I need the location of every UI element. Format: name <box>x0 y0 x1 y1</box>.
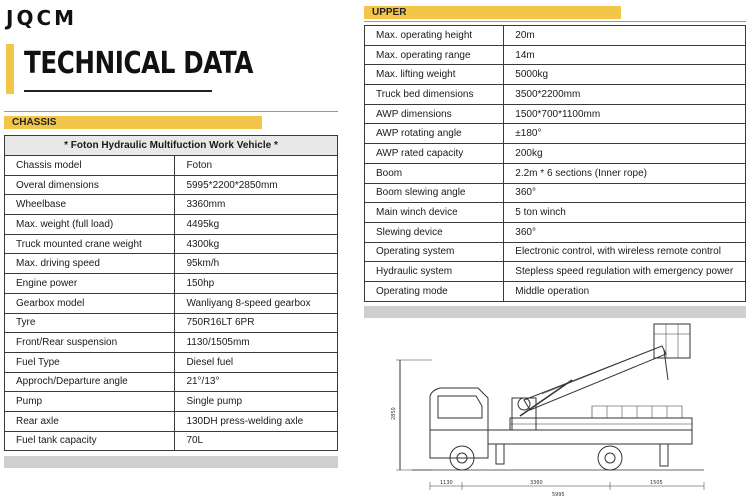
chassis-spec-value: Single pump <box>175 392 338 412</box>
rear-outrigger <box>660 444 668 466</box>
brand-logo: JQCM <box>6 6 78 30</box>
chassis-spec-label: Rear axle <box>5 411 175 431</box>
upper-spec-label: Max. lifting weight <box>365 65 504 85</box>
upper-spec-label: Max. operating height <box>365 26 504 46</box>
chassis-spec-value: 21°/13° <box>175 372 338 392</box>
chassis-spec-label: Approch/Departure angle <box>5 372 175 392</box>
chassis-spec-value: 150hp <box>175 274 338 294</box>
upper-spec-label: Boom <box>365 163 504 183</box>
chassis-spec-value: Wanliyang 8-speed gearbox <box>175 293 338 313</box>
upper-spec-row <box>365 242 746 262</box>
upper-spec-row <box>365 203 746 223</box>
upper-spec-row <box>365 163 746 183</box>
upper-spec-label: Main winch device <box>365 203 504 223</box>
chassis-spec-row <box>5 392 338 412</box>
upper-spec-value: Middle operation <box>504 281 746 301</box>
dim-label-front: 1130 <box>440 480 453 486</box>
upper-spec-label: Slewing device <box>365 222 504 242</box>
chassis-spec-row <box>5 411 338 431</box>
upper-spec-value: Stepless speed regulation with emergency power <box>504 262 746 282</box>
upper-spec-row <box>365 124 746 144</box>
chassis-spec-row <box>5 372 338 392</box>
front-outrigger <box>496 444 504 464</box>
upper-spec-value: 5 ton winch <box>504 203 746 223</box>
chassis-spec-row <box>5 313 338 333</box>
chassis-spec-row <box>5 352 338 372</box>
upper-table <box>364 25 746 302</box>
upper-spec-row <box>365 144 746 164</box>
upper-spec-value: 14m <box>504 45 746 65</box>
upper-section-label: UPPER <box>364 6 621 19</box>
upper-spec-label: Operating mode <box>365 281 504 301</box>
chassis-spec-label: Engine power <box>5 274 175 294</box>
rear-wheel <box>598 446 622 470</box>
upper-spec-value: ±180° <box>504 124 746 144</box>
cab-window <box>438 396 482 418</box>
crane-boom <box>524 346 666 410</box>
upper-spec-value: 2.2m * 6 sections (Inner rope) <box>504 163 746 183</box>
chassis-table <box>4 135 338 451</box>
chassis-spec-value: 70L <box>175 431 338 451</box>
chassis-section-label: CHASSIS <box>4 116 262 129</box>
chassis-spec-label: Gearbox model <box>5 293 175 313</box>
title-accent-bar <box>6 44 14 94</box>
chassis-spec-row <box>5 254 338 274</box>
chassis-spec-value: 95km/h <box>175 254 338 274</box>
chassis-spec-row <box>5 195 338 215</box>
upper-spec-value: 1500*700*1100mm <box>504 104 746 124</box>
chassis-spec-label: Fuel Type <box>5 352 175 372</box>
chassis-spec-row <box>5 431 338 451</box>
upper-spec-row <box>365 281 746 301</box>
chassis-spec-row <box>5 156 338 176</box>
chassis-spec-row <box>5 234 338 254</box>
upper-spec-row <box>365 85 746 105</box>
dim-label-wheelbase: 3360 <box>530 480 543 486</box>
chassis-spec-value: 5995*2200*2850mm <box>175 175 338 195</box>
chassis-spec-label: Pump <box>5 392 175 412</box>
chassis-spec-label: Wheelbase <box>5 195 175 215</box>
chassis-spec-row <box>5 293 338 313</box>
upper-spec-row <box>365 262 746 282</box>
upper-spec-value: 360° <box>504 183 746 203</box>
upper-spec-value: Electronic control, with wireless remote control <box>504 242 746 262</box>
dim-label-rear: 1505 <box>650 480 663 486</box>
upper-spec-label: Hydraulic system <box>365 262 504 282</box>
chassis-spec-label: Truck mounted crane weight <box>5 234 175 254</box>
chassis-spec-label: Front/Rear suspension <box>5 333 175 353</box>
upper-spec-value: 360° <box>504 222 746 242</box>
chassis-spec-label: Max. weight (full load) <box>5 215 175 235</box>
upper-spec-value: 3500*2200mm <box>504 85 746 105</box>
chassis-spec-label: Max. driving speed <box>5 254 175 274</box>
chassis-spec-label: Fuel tank capacity <box>5 431 175 451</box>
upper-spec-label: AWP rotating angle <box>365 124 504 144</box>
chassis-spec-row <box>5 274 338 294</box>
upper-spec-row <box>365 65 746 85</box>
chassis-frame <box>488 430 692 444</box>
upper-footer-band <box>364 306 746 318</box>
work-platform <box>654 324 690 358</box>
chassis-spec-value: 4495kg <box>175 215 338 235</box>
cab-outline <box>430 388 488 458</box>
page-title: TECHNICAL DATA <box>24 46 254 81</box>
chassis-spec-value: 3360mm <box>175 195 338 215</box>
chassis-spec-label: Chassis model <box>5 156 175 176</box>
upper-spec-row <box>365 45 746 65</box>
chassis-divider <box>4 111 338 112</box>
chassis-spec-value: 130DH press-welding axle <box>175 411 338 431</box>
dim-label-overall: 5995 <box>552 492 565 498</box>
upper-spec-value: 200kg <box>504 144 746 164</box>
title-underline <box>24 90 212 92</box>
chassis-spec-label: Overal dimensions <box>5 175 175 195</box>
chassis-spec-value: 750R16LT 6PR <box>175 313 338 333</box>
upper-spec-row <box>365 104 746 124</box>
vehicle-drawing <box>392 318 750 499</box>
upper-spec-label: Max. operating range <box>365 45 504 65</box>
upper-spec-row <box>365 183 746 203</box>
chassis-spec-row <box>5 175 338 195</box>
chassis-table-header: * Foton Hydraulic Multifuction Work Vehicle * <box>5 136 338 156</box>
chassis-spec-value: Foton <box>175 156 338 176</box>
upper-spec-label: AWP rated capacity <box>365 144 504 164</box>
upper-spec-value: 5000kg <box>504 65 746 85</box>
upper-spec-value: 20m <box>504 26 746 46</box>
dim-label-height: 2850 <box>391 407 397 420</box>
chassis-spec-value: 4300kg <box>175 234 338 254</box>
chassis-spec-label: Tyre <box>5 313 175 333</box>
chassis-spec-row <box>5 333 338 353</box>
upper-spec-label: Boom slewing angle <box>365 183 504 203</box>
upper-spec-row <box>365 26 746 46</box>
upper-spec-row <box>365 222 746 242</box>
chassis-spec-row <box>5 215 338 235</box>
upper-spec-label: Truck bed dimensions <box>365 85 504 105</box>
chassis-spec-value: 1130/1505mm <box>175 333 338 353</box>
upper-spec-label: AWP dimensions <box>365 104 504 124</box>
chassis-spec-value: Diesel fuel <box>175 352 338 372</box>
upper-spec-label: Operating system <box>365 242 504 262</box>
chassis-footer-band <box>4 456 338 468</box>
chassis-table-header-row <box>5 136 338 156</box>
upper-divider <box>364 21 746 22</box>
